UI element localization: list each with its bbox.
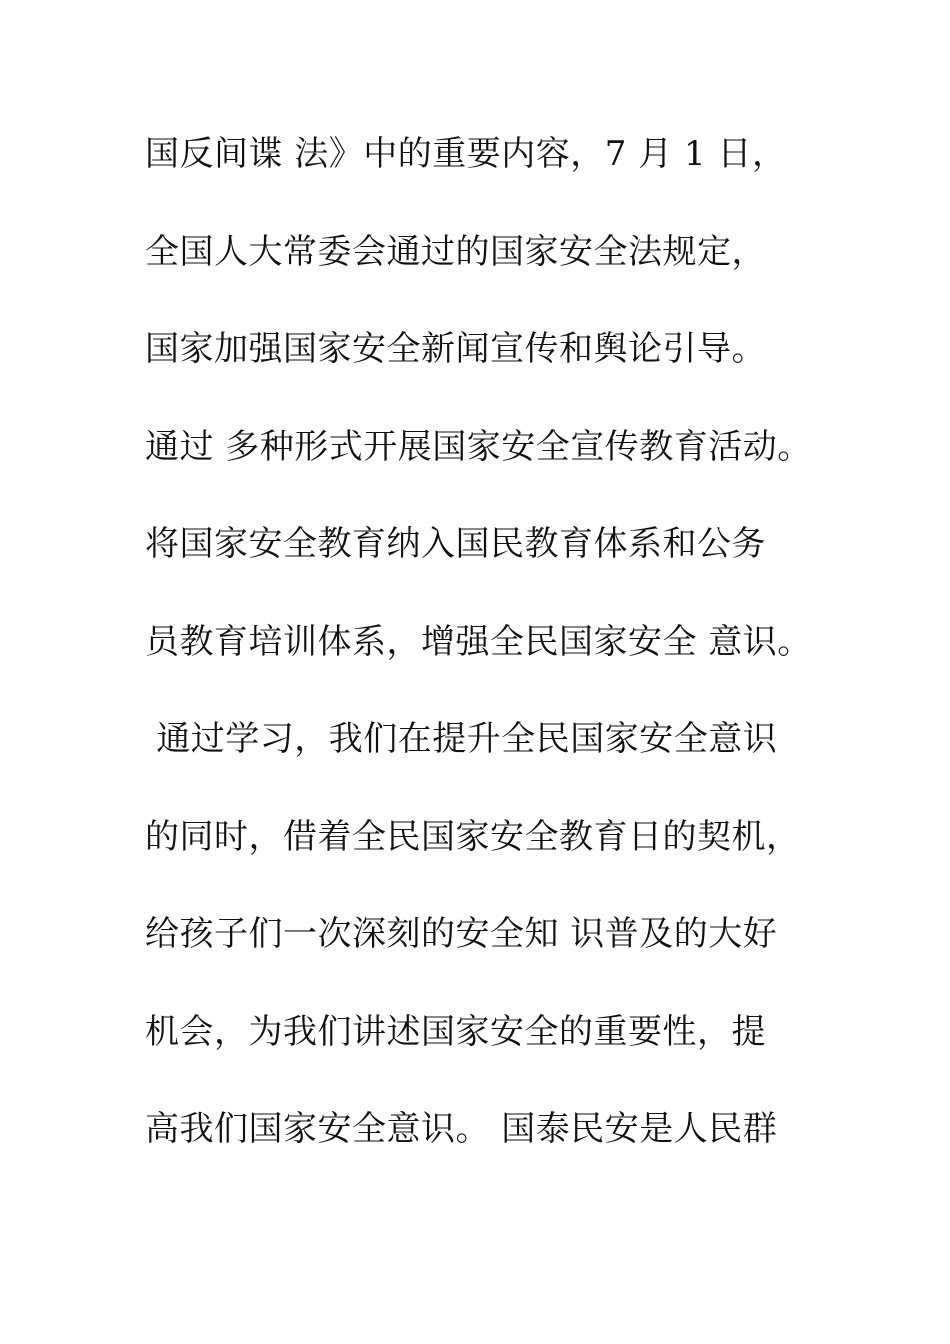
text-line-3: 国家加强国家安全新闻宣传和舆论引导。	[145, 329, 766, 369]
text-line-2: 全国人大常委会通过的国家安全法规定，	[145, 231, 766, 272]
text-line-4: 通过 多种形式开展国家安全宣传教育活动。	[145, 426, 812, 467]
text-line-8: 的同时，借着全民国家安全教育日的契机，	[145, 816, 801, 857]
text-line-9: 给孩子们一次深刻的安全知 识普及的大好	[145, 914, 778, 954]
text-line-11: 高我们国家安全意识。 国泰民安是人民群	[145, 1109, 778, 1149]
text-line-6: 员教育培训体系，增强全民国家安全 意识。	[145, 621, 812, 662]
body-text	[145, 125, 845, 1198]
text-line-1: 国反间谍 法》中的重要内容，7 月 1 日，	[145, 134, 787, 174]
text-line-7: 通过学习，我们在提升全民国家安全意识	[145, 719, 778, 759]
text-line-10: 机会，为我们讲述国家安全的重要性，提	[145, 1011, 766, 1052]
text-line-5: 将国家安全教育纳入国民教育体系和公务	[145, 524, 766, 564]
